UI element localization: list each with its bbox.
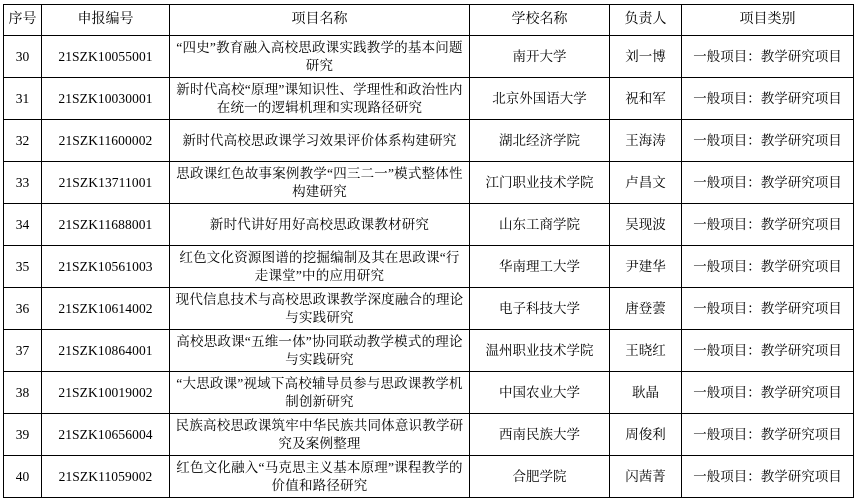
cell-school: 西南民族大学	[470, 414, 610, 456]
cell-title: “大思政课”视域下高校辅导员参与思政课教学机制创新研究	[170, 372, 470, 414]
column-header-school: 学校名称	[470, 5, 610, 36]
cell-no: 39	[4, 414, 42, 456]
table-row	[4, 456, 854, 498]
cell-code: 21SZK11600002	[42, 120, 170, 162]
cell-leader: 闪茜菁	[610, 456, 682, 498]
cell-no: 30	[4, 36, 42, 78]
cell-title: 红色文化资源图谱的挖掘编制及其在思政课“行走课堂”中的应用研究	[170, 246, 470, 288]
cell-leader: 周俊利	[610, 414, 682, 456]
table-body	[4, 36, 854, 498]
cell-title: 新时代高校思政课学习效果评价体系构建研究	[170, 120, 470, 162]
cell-title: 民族高校思政课筑牢中华民族共同体意识教学研究及案例整理	[170, 414, 470, 456]
table-row	[4, 288, 854, 330]
cell-title: “四史”教育融入高校思政课实践教学的基本问题研究	[170, 36, 470, 78]
cell-category: 一般项目：教学研究项目	[682, 414, 854, 456]
project-list-table	[3, 4, 854, 498]
cell-code: 21SZK11059002	[42, 456, 170, 498]
cell-school: 南开大学	[470, 36, 610, 78]
cell-school: 江门职业技术学院	[470, 162, 610, 204]
cell-no: 33	[4, 162, 42, 204]
table-row	[4, 120, 854, 162]
column-header-code: 申报编号	[42, 5, 170, 36]
cell-school: 电子科技大学	[470, 288, 610, 330]
cell-no: 31	[4, 78, 42, 120]
table-header-row	[4, 5, 854, 36]
cell-leader: 刘一博	[610, 36, 682, 78]
cell-title: 思政课红色故事案例教学“四三二一”模式整体性构建研究	[170, 162, 470, 204]
cell-category: 一般项目：教学研究项目	[682, 120, 854, 162]
table-row	[4, 246, 854, 288]
cell-leader: 尹建华	[610, 246, 682, 288]
cell-school: 中国农业大学	[470, 372, 610, 414]
cell-leader: 唐登蕓	[610, 288, 682, 330]
cell-no: 36	[4, 288, 42, 330]
cell-no: 37	[4, 330, 42, 372]
cell-code: 21SZK10656004	[42, 414, 170, 456]
column-header-title: 项目名称	[170, 5, 470, 36]
cell-category: 一般项目：教学研究项目	[682, 162, 854, 204]
cell-school: 华南理工大学	[470, 246, 610, 288]
cell-no: 38	[4, 372, 42, 414]
cell-code: 21SZK10614002	[42, 288, 170, 330]
cell-leader: 王海涛	[610, 120, 682, 162]
cell-leader: 耿晶	[610, 372, 682, 414]
cell-title: 新时代讲好用好高校思政课教材研究	[170, 204, 470, 246]
cell-category: 一般项目：教学研究项目	[682, 78, 854, 120]
cell-school: 湖北经济学院	[470, 120, 610, 162]
table-row	[4, 414, 854, 456]
table-header	[4, 5, 854, 36]
cell-category: 一般项目：教学研究项目	[682, 288, 854, 330]
table-row	[4, 162, 854, 204]
column-header-no: 序号	[4, 5, 42, 36]
cell-leader: 卢昌文	[610, 162, 682, 204]
cell-leader: 吴现波	[610, 204, 682, 246]
cell-title: 现代信息技术与高校思政课教学深度融合的理论与实践研究	[170, 288, 470, 330]
cell-category: 一般项目：教学研究项目	[682, 36, 854, 78]
cell-title: 高校思政课“五维一体”协同联动教学模式的理论与实践研究	[170, 330, 470, 372]
cell-no: 40	[4, 456, 42, 498]
cell-no: 32	[4, 120, 42, 162]
cell-no: 34	[4, 204, 42, 246]
cell-category: 一般项目：教学研究项目	[682, 204, 854, 246]
cell-code: 21SZK10030001	[42, 78, 170, 120]
table-row	[4, 330, 854, 372]
cell-code: 21SZK11688001	[42, 204, 170, 246]
cell-category: 一般项目：教学研究项目	[682, 372, 854, 414]
table-row	[4, 204, 854, 246]
cell-category: 一般项目：教学研究项目	[682, 456, 854, 498]
cell-category: 一般项目：教学研究项目	[682, 246, 854, 288]
cell-code: 21SZK10561003	[42, 246, 170, 288]
cell-code: 21SZK13711001	[42, 162, 170, 204]
table-row	[4, 372, 854, 414]
column-header-category: 项目类别	[682, 5, 854, 36]
cell-category: 一般项目：教学研究项目	[682, 330, 854, 372]
table-row	[4, 36, 854, 78]
table-row	[4, 78, 854, 120]
cell-title: 新时代高校“原理”课知识性、学理性和政治性内在统一的逻辑机理和实现路径研究	[170, 78, 470, 120]
cell-school: 合肥学院	[470, 456, 610, 498]
cell-leader: 王晓红	[610, 330, 682, 372]
cell-school: 山东工商学院	[470, 204, 610, 246]
cell-school: 温州职业技术学院	[470, 330, 610, 372]
cell-leader: 祝和军	[610, 78, 682, 120]
cell-school: 北京外国语大学	[470, 78, 610, 120]
cell-title: 红色文化融入“马克思主义基本原理”课程教学的价值和路径研究	[170, 456, 470, 498]
cell-code: 21SZK10055001	[42, 36, 170, 78]
cell-code: 21SZK10864001	[42, 330, 170, 372]
cell-code: 21SZK10019002	[42, 372, 170, 414]
column-header-leader: 负责人	[610, 5, 682, 36]
cell-no: 35	[4, 246, 42, 288]
